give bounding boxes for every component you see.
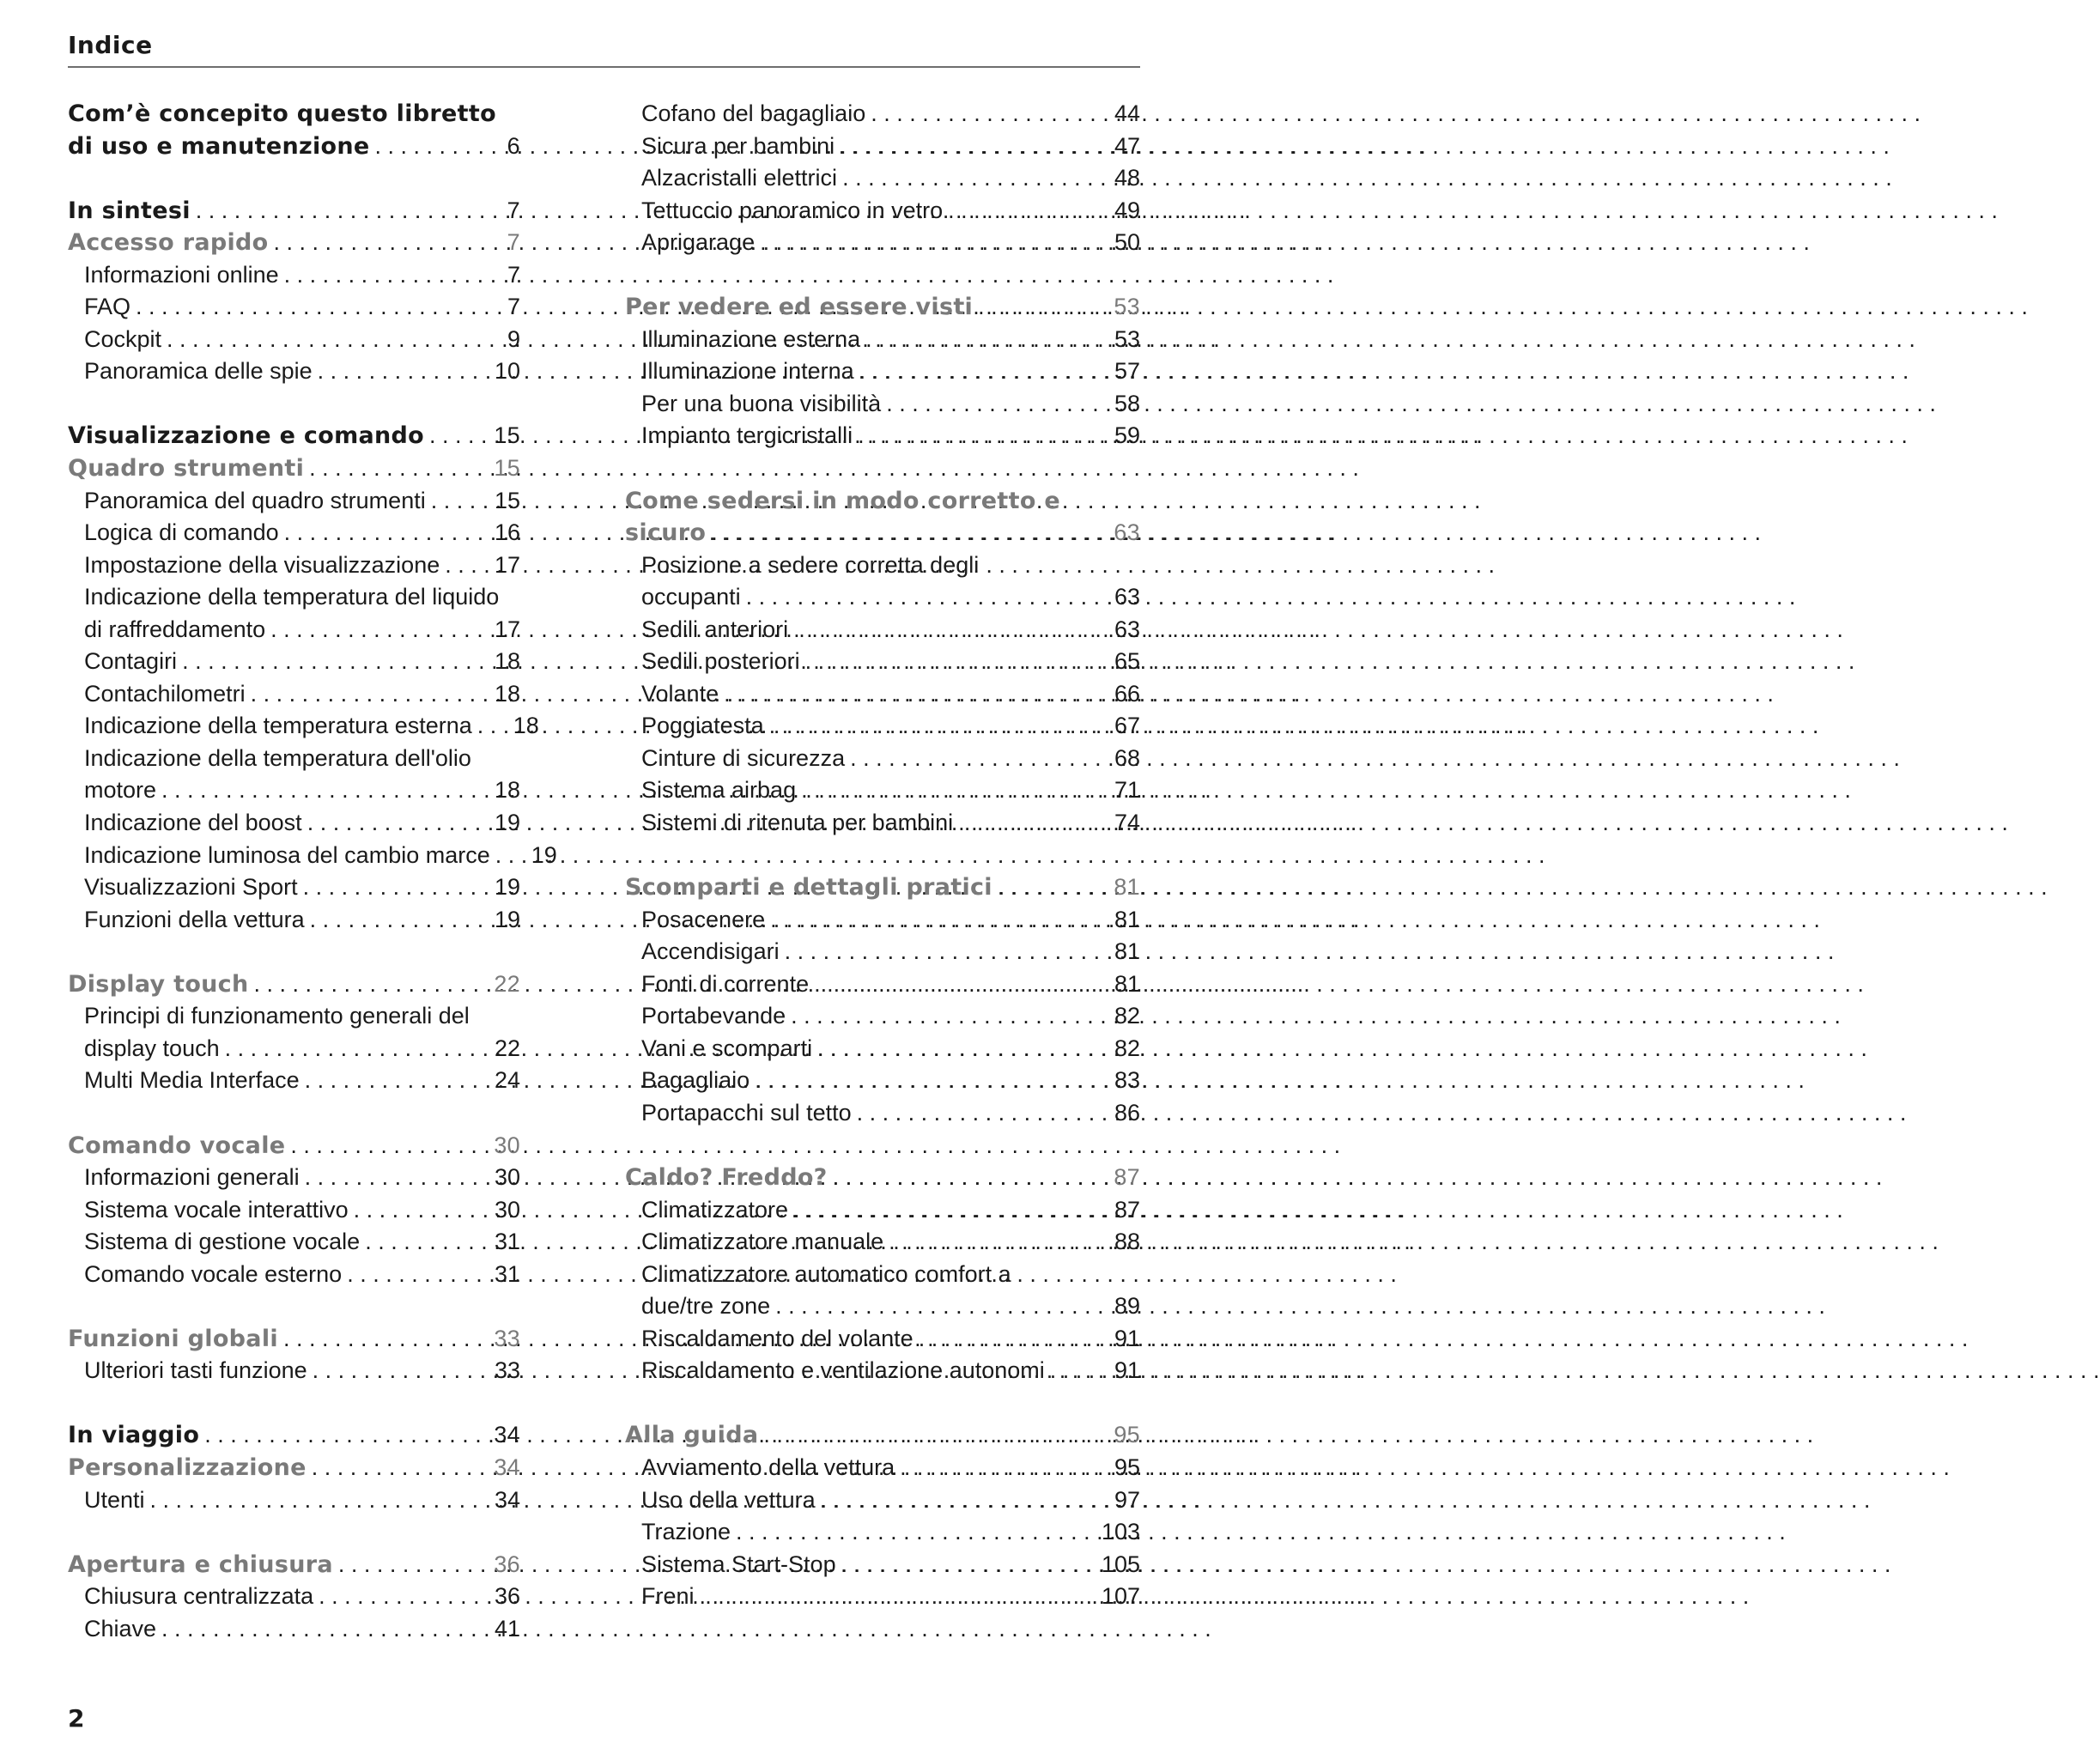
page-ref: 87	[1114, 1196, 1140, 1223]
spacer	[68, 1516, 520, 1549]
toc-right-column	[625, 98, 1140, 1613]
leader-dots	[300, 1065, 476, 1097]
page-ref: 30	[494, 1196, 520, 1223]
page-ref: 91	[1114, 1325, 1140, 1351]
toc-subentry[interactable]: Panoramica del quadro strumenti . . . 15	[68, 485, 520, 518]
toc-subentry-line[interactable]: Principi di funzionamento generali del	[84, 1003, 470, 1029]
page-ref: 7	[507, 197, 520, 223]
leader-dots	[265, 614, 476, 646]
page-ref: 17	[494, 551, 520, 578]
leader-dots	[755, 227, 1080, 259]
page-ref: 18	[494, 648, 520, 675]
toc-subentry[interactable]: Contachilometri . . . 18	[68, 678, 520, 711]
page-ref: 7	[507, 229, 520, 256]
page-ref: 95	[1114, 1422, 1140, 1448]
leader-dots	[307, 1355, 476, 1387]
toc-subentry[interactable]: Sedili anteriori . . . 63	[625, 614, 1140, 646]
page-ref: 15	[494, 487, 520, 513]
page-ref: 34	[494, 1422, 520, 1448]
page-ref: 59	[1114, 422, 1140, 449]
spacer	[625, 1387, 1140, 1420]
leader-dots	[304, 452, 476, 485]
toc-subentry[interactable]: Sistema vocale interattivo . . . 30	[68, 1194, 520, 1227]
toc-left-column	[68, 98, 557, 1645]
leader-dots	[1045, 1355, 1080, 1387]
spacer	[68, 162, 520, 195]
page-ref: 41	[494, 1615, 520, 1642]
toc-subentry[interactable]: Trazione . . . 103	[625, 1516, 1140, 1549]
page-ref: 57	[1114, 358, 1140, 385]
page-ref: 53	[1114, 325, 1140, 352]
toc-subentry[interactable]: Sistema Start-Stop . . . 105	[625, 1549, 1140, 1581]
toc-subentry[interactable]: Chiave . . . 41	[68, 1613, 520, 1646]
page-ref: 91	[1114, 1357, 1140, 1384]
toc-chapter-entry[interactable]: di uso e manutenzione . . . 6	[68, 130, 520, 163]
toc-subentry[interactable]: di raffreddamento . . . 17	[68, 614, 520, 646]
page-ref: 82	[1114, 1003, 1140, 1029]
toc-subentry-line[interactable]: Climatizzatore automatico comfort a	[641, 1260, 1011, 1287]
page-ref: 81	[1114, 906, 1140, 932]
toc-subentry[interactable]: Ulteriori tasti funzione . . . 33	[68, 1355, 520, 1387]
page-ref: 19	[494, 810, 520, 836]
page-ref: 65	[1114, 648, 1140, 675]
page-ref: 6	[507, 132, 520, 159]
toc-subentry[interactable]: Riscaldamento del volante . . . 91	[625, 1323, 1140, 1356]
page-ref: 49	[1114, 197, 1140, 223]
spacer	[625, 1130, 1140, 1162]
leader-dots	[191, 195, 476, 228]
toc-subentry[interactable]: Bagagliaio . . . 83	[625, 1065, 1140, 1097]
page-ref: 87	[1114, 1164, 1140, 1191]
toc-subentry[interactable]: Uso della vettura . . . 97	[625, 1484, 1140, 1517]
toc-subentry[interactable]: Sedili posteriori . . . 65	[625, 646, 1140, 678]
toc-subentry[interactable]: FAQ . . . 7	[68, 291, 520, 324]
spacer	[625, 259, 1140, 292]
toc-subentry[interactable]: Impostazione della visualizzazione . . . 17	[68, 549, 520, 582]
toc-subentry[interactable]: Indicazione del boost . . . 19	[68, 807, 520, 840]
leader-dots	[796, 774, 1080, 807]
toc-subentry[interactable]: display touch . . . 22	[68, 1033, 520, 1065]
leader-dots	[269, 227, 476, 259]
leader-dots	[845, 743, 1080, 775]
leader-dots	[865, 98, 1080, 130]
leader-dots	[913, 1323, 1080, 1356]
toc-subentry[interactable]: Sicura per bambini . . . 47	[625, 130, 1140, 163]
leader-dots	[695, 1581, 1080, 1613]
leader-dots	[472, 710, 495, 743]
page-ref: 95	[1114, 1454, 1140, 1480]
toc-subentry[interactable]: occupanti . . . 63	[625, 581, 1140, 614]
leader-dots	[758, 1419, 1080, 1452]
toc-section-entry[interactable]: Personalizzazione . . . 34	[68, 1452, 520, 1484]
toc-subentry[interactable]: Alzacristalli elettrici . . . 48	[625, 162, 1140, 195]
page-ref: 33	[494, 1357, 520, 1384]
spacer	[68, 1290, 520, 1323]
leader-dots	[719, 678, 1080, 711]
toc-section-entry[interactable]: Display touch . . . 22	[68, 968, 520, 1001]
page-ref: 103	[1101, 1519, 1140, 1545]
page-ref: 107	[1101, 1583, 1140, 1610]
toc-section-entry[interactable]: Caldo? Freddo? . . . 87	[625, 1162, 1140, 1194]
toc-subentry[interactable]: Riscaldamento e ventilazione autonomi . . . 91	[625, 1355, 1140, 1387]
page-ref: 71	[1114, 777, 1140, 804]
page-ref: 19	[494, 874, 520, 901]
page-ref: 83	[1114, 1067, 1140, 1094]
leader-dots	[300, 1162, 476, 1194]
leader-dots	[199, 1419, 476, 1452]
page-ref: 47	[1114, 132, 1140, 159]
leader-dots	[305, 904, 476, 937]
spacer	[625, 840, 1140, 872]
page-ref: 105	[1101, 1551, 1140, 1577]
toc-subentry[interactable]: Aprigarage . . . 50	[625, 227, 1140, 259]
leader-dots	[313, 1581, 476, 1613]
toc-chapter-entry[interactable]: Visualizzazione e comando . . . 15	[68, 420, 520, 452]
leader-dots	[800, 646, 1080, 678]
toc-subentry-line[interactable]: Indicazione della temperatura del liquido	[84, 584, 500, 610]
leader-dots	[750, 1065, 1080, 1097]
toc-subentry[interactable]: Indicazione della temperatura esterna . . . 18	[68, 710, 520, 743]
leader-dots	[349, 1194, 476, 1227]
toc-subentry[interactable]: Sistemi di ritenuta per bambini . . . 74	[625, 807, 1140, 840]
leader-dots	[302, 807, 476, 840]
spacer	[68, 1387, 520, 1420]
leader-dots	[706, 517, 1080, 549]
leader-dots	[313, 355, 476, 388]
leader-dots	[249, 968, 476, 1001]
leader-dots	[860, 324, 1080, 356]
leader-dots	[770, 1290, 1080, 1323]
page-ref: 18	[494, 777, 520, 804]
leader-dots	[854, 355, 1080, 388]
toc-section-entry[interactable]: Funzioni globali . . . 33	[68, 1323, 520, 1356]
toc-section-entry[interactable]: sicuro . . . 63	[625, 517, 1140, 549]
toc-subentry[interactable]: Avviamento della vettura . . . 95	[625, 1452, 1140, 1484]
leader-dots	[220, 1033, 476, 1065]
toc-subentry[interactable]: Sistema airbag . . . 71	[625, 774, 1140, 807]
toc-subentry[interactable]: Illuminazione interna . . . 57	[625, 355, 1140, 388]
leader-dots	[788, 614, 1080, 646]
page-header-title: Indice	[68, 31, 153, 59]
leader-dots	[333, 1549, 476, 1581]
leader-dots	[731, 1516, 1080, 1549]
toc-subentry[interactable]: Informazioni generali . . . 30	[68, 1162, 520, 1194]
leader-dots	[883, 1226, 1080, 1259]
leader-dots	[816, 1484, 1080, 1517]
toc-subentry[interactable]: Poggiatesta . . . 67	[625, 710, 1140, 743]
page-ref: 74	[1114, 810, 1140, 836]
toc-subentry[interactable]: Chiusura centralizzata . . . 36	[68, 1581, 520, 1613]
toc-section-entry[interactable]: Apertura e chiusura . . . 36	[68, 1549, 520, 1581]
toc-section-line[interactable]: Come sedersi in modo corretto e	[625, 487, 1060, 514]
page-ref: 24	[494, 1067, 520, 1094]
leader-dots	[177, 646, 476, 678]
toc-subentry-line[interactable]: Posizione a sedere corretta degli	[641, 551, 980, 578]
page-ref: 15	[494, 422, 520, 449]
page-ref: 36	[494, 1551, 520, 1577]
leader-dots	[852, 1097, 1080, 1130]
page-ref: 36	[494, 1583, 520, 1610]
toc-subentry[interactable]: Impianto tergicristalli . . . 59	[625, 420, 1140, 452]
leader-dots	[145, 1484, 476, 1517]
page-ref: 81	[1114, 970, 1140, 997]
toc-subentry[interactable]: Utenti . . . 34	[68, 1484, 520, 1517]
toc-section-entry[interactable]: Accesso rapido . . . 7	[68, 227, 520, 259]
leader-dots	[285, 1130, 476, 1162]
toc-subentry[interactable]: Contagiri . . . 18	[68, 646, 520, 678]
page-ref: 7	[507, 261, 520, 288]
page-ref: 18	[513, 713, 539, 739]
toc-subentry[interactable]: Freni . . . 107	[625, 1581, 1140, 1613]
toc-subentry[interactable]: Logica di comando . . . 16	[68, 517, 520, 549]
page-ref: 7	[507, 294, 520, 320]
toc-subentry[interactable]: Portapacchi sul tetto . . . 86	[625, 1097, 1140, 1130]
page-ref: 30	[494, 1164, 520, 1191]
leader-dots	[837, 162, 1080, 195]
toc-subentry[interactable]: Per una buona visibilità . . . 58	[625, 388, 1140, 421]
page-ref: 19	[494, 906, 520, 932]
leader-dots	[828, 1162, 1080, 1194]
page-ref: 50	[1114, 229, 1140, 256]
leader-dots	[246, 678, 476, 711]
leader-dots	[992, 871, 1080, 904]
leader-dots	[342, 1259, 476, 1291]
page-ref: 63	[1114, 616, 1140, 642]
page-ref: 68	[1114, 744, 1140, 771]
leader-dots	[835, 130, 1080, 163]
toc-section-entry[interactable]: Per vedere ed essere visti . . . 53	[625, 291, 1140, 324]
leader-dots	[895, 1452, 1080, 1484]
toc-subentry[interactable]: Fonti di corrente . . . 81	[625, 968, 1140, 1001]
page-ref: 63	[1114, 519, 1140, 546]
page-ref: 58	[1114, 390, 1140, 416]
leader-dots	[156, 1613, 476, 1646]
page-ref: 44	[1114, 100, 1140, 126]
toc-subentry[interactable]: Accendisigari . . . 81	[625, 936, 1140, 968]
toc-subentry[interactable]: Visualizzazioni Sport . . . 19	[68, 871, 520, 904]
leader-dots	[741, 581, 1080, 614]
toc-subentry[interactable]: motore . . . 18	[68, 774, 520, 807]
page-ref: 22	[494, 1035, 520, 1061]
toc-chapter-entry[interactable]: In viaggio . . . 34	[68, 1419, 520, 1452]
toc-subentry[interactable]: Portabevande . . . 82	[625, 1000, 1140, 1033]
toc-subentry[interactable]: due/tre zone . . . 89	[625, 1290, 1140, 1323]
page-ref: 30	[494, 1132, 520, 1158]
leader-dots	[490, 840, 513, 872]
leader-dots	[279, 517, 476, 549]
leader-dots	[780, 936, 1080, 968]
toc-subentry[interactable]: Multi Media Interface . . . 24	[68, 1065, 520, 1097]
page-ref: 53	[1114, 294, 1140, 320]
page-ref: 31	[494, 1260, 520, 1287]
leader-dots	[130, 291, 476, 324]
page-number: 2	[68, 1704, 85, 1733]
page-ref: 34	[494, 1486, 520, 1513]
leader-dots	[953, 807, 1080, 840]
page-ref: 15	[494, 455, 520, 482]
toc-subentry[interactable]: Cinture di sicurezza . . . 68	[625, 743, 1140, 775]
toc-subentry[interactable]: Cockpit . . . 9	[68, 324, 520, 356]
page-ref: 33	[494, 1325, 520, 1351]
toc-subentry[interactable]: Climatizzatore . . . 87	[625, 1194, 1140, 1227]
page-ref: 18	[494, 680, 520, 707]
toc-subentry[interactable]: Cofano del bagagliaio . . . 44	[625, 98, 1140, 130]
toc-section-entry[interactable]: Alla guida . . . 95	[625, 1419, 1140, 1452]
page-ref: 63	[1114, 584, 1140, 610]
leader-dots	[943, 195, 1080, 228]
leader-dots	[360, 1226, 476, 1259]
page-ref: 17	[494, 616, 520, 642]
page-ref: 81	[1114, 874, 1140, 901]
leader-dots	[279, 259, 476, 292]
leader-dots	[853, 420, 1080, 452]
spacer	[68, 1097, 520, 1130]
toc-chapter-line[interactable]: Com’è concepito questo libretto	[68, 100, 496, 127]
toc-subentry[interactable]: Comando vocale esterno . . . 31	[68, 1259, 520, 1291]
page-ref: 34	[494, 1454, 520, 1480]
leader-dots	[788, 1194, 1080, 1227]
toc-subentry[interactable]: Funzioni della vettura . . . 19	[68, 904, 520, 937]
leader-dots	[809, 968, 1080, 1001]
leader-dots	[307, 1452, 476, 1484]
page-ref: 82	[1114, 1035, 1140, 1061]
header-divider	[68, 66, 1140, 68]
toc-subentry[interactable]: Volante . . . 66	[625, 678, 1140, 711]
leader-dots	[765, 904, 1080, 937]
spacer	[68, 388, 520, 421]
leader-dots	[370, 130, 476, 163]
toc-subentry[interactable]: Climatizzatore manuale . . . 88	[625, 1226, 1140, 1259]
toc-section-entry[interactable]: Scomparti e dettagli pratici . . . 81	[625, 871, 1140, 904]
page-ref: 19	[531, 841, 557, 868]
leader-dots	[426, 485, 476, 518]
leader-dots	[973, 291, 1080, 324]
leader-dots	[440, 549, 476, 582]
toc-subentry-line[interactable]: Indicazione della temperatura dell'olio	[84, 744, 471, 771]
toc-subentry[interactable]: Tettuccio panoramico in vetro . . . 49	[625, 195, 1140, 228]
toc-chapter-entry[interactable]: In sintesi . . . 7	[68, 195, 520, 228]
spacer	[625, 452, 1140, 485]
toc-subentry[interactable]: Illuminazione esterna . . . 53	[625, 324, 1140, 356]
leader-dots	[786, 1000, 1080, 1033]
page-ref: 16	[494, 519, 520, 546]
page-ref: 66	[1114, 680, 1140, 707]
leader-dots	[278, 1323, 476, 1356]
spacer	[68, 936, 520, 968]
toc-subentry[interactable]: Panoramica delle spie . . . 10	[68, 355, 520, 388]
page-ref: 10	[494, 358, 520, 385]
toc-subentry[interactable]: Indicazione luminosa del cambio marce . . . 19	[68, 840, 520, 872]
toc-section-entry[interactable]: Quadro strumenti . . . 15	[68, 452, 520, 485]
page-ref: 67	[1114, 713, 1140, 739]
toc-subentry[interactable]: Vani e scomparti . . . 82	[625, 1033, 1140, 1065]
page-ref: 31	[494, 1229, 520, 1255]
leader-dots	[836, 1549, 1080, 1581]
leader-dots	[298, 871, 476, 904]
page-ref: 88	[1114, 1229, 1140, 1255]
page-ref: 86	[1114, 1099, 1140, 1126]
toc-subentry[interactable]: Sistema di gestione vocale . . . 31	[68, 1226, 520, 1259]
page-ref: 97	[1114, 1486, 1140, 1513]
leader-dots	[156, 774, 476, 807]
page-ref: 22	[494, 970, 520, 997]
page-ref: 89	[1114, 1293, 1140, 1320]
page-ref: 9	[507, 325, 520, 352]
page-ref: 81	[1114, 938, 1140, 965]
toc-subentry[interactable]: Informazioni online . . . 7	[68, 259, 520, 292]
toc-section-entry[interactable]: Comando vocale . . . 30	[68, 1130, 520, 1162]
leader-dots	[881, 388, 1080, 421]
leader-dots	[812, 1033, 1080, 1065]
toc-subentry[interactable]: Posacenere . . . 81	[625, 904, 1140, 937]
leader-dots	[764, 710, 1080, 743]
page-ref: 48	[1114, 165, 1140, 191]
leader-dots	[161, 324, 476, 356]
leader-dots	[424, 420, 476, 452]
